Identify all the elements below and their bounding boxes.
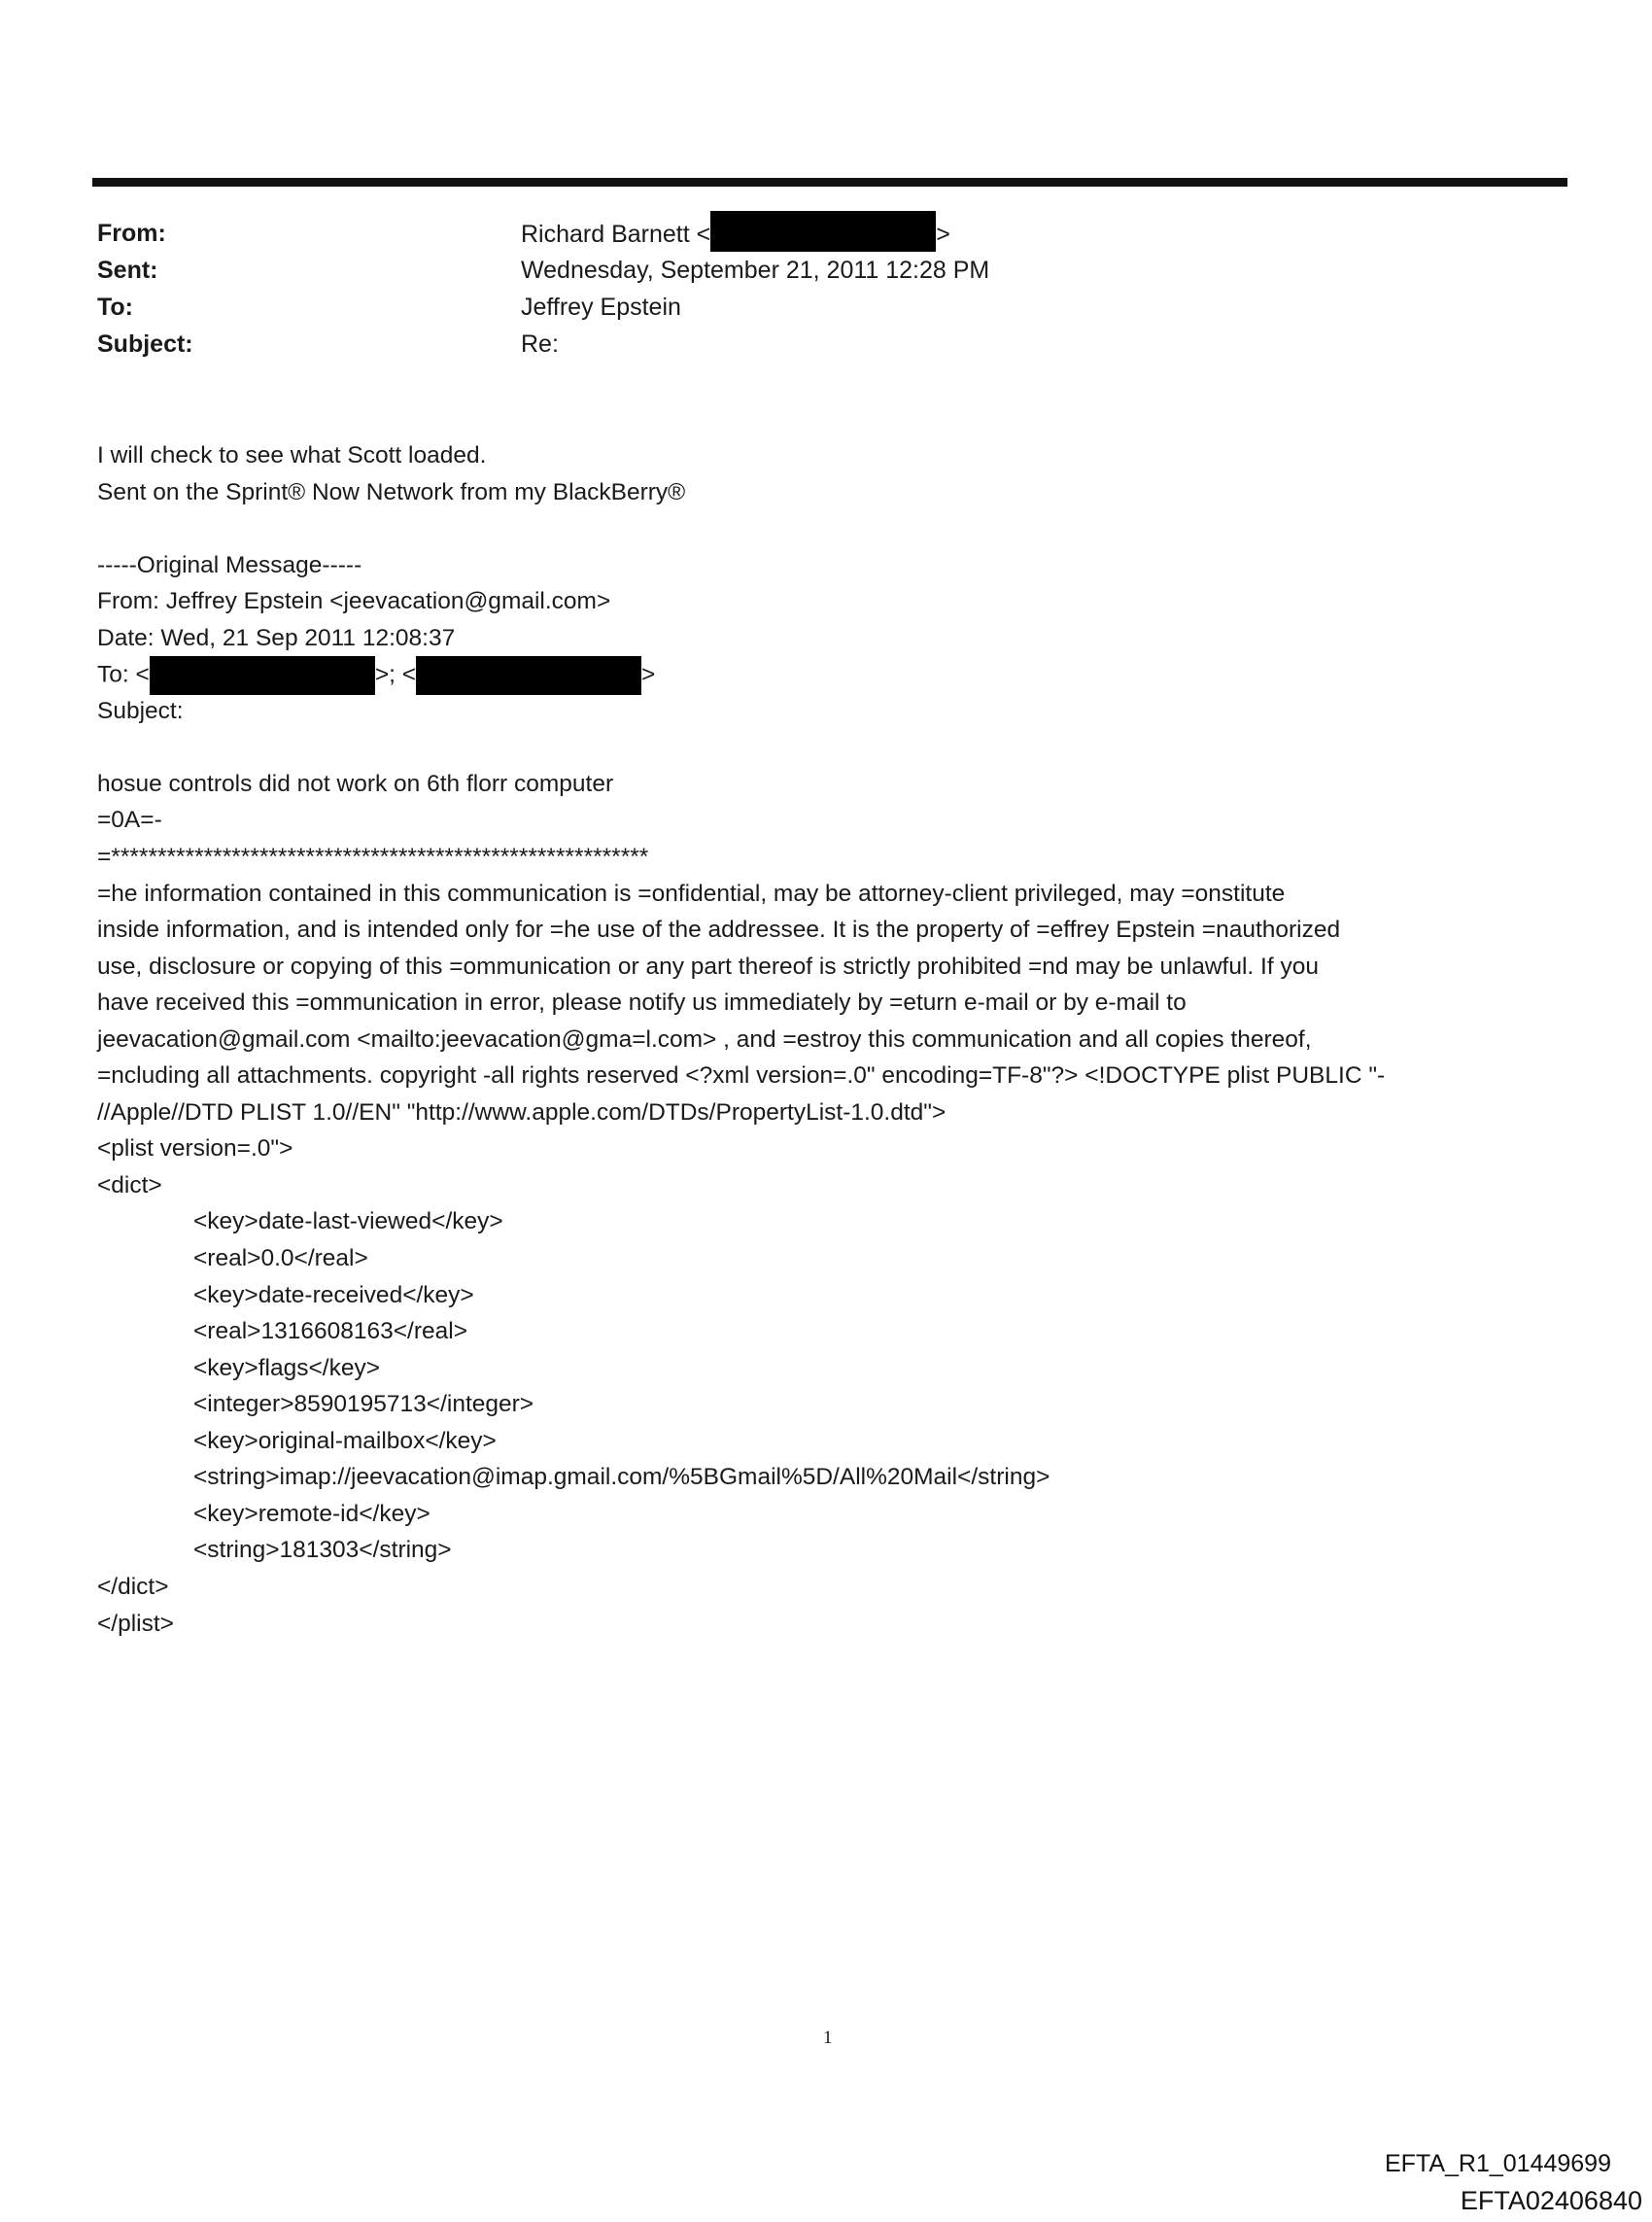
plist-line: <string>imap://jeevacation@imap.gmail.com/%5BGmail%5D/All%20Mail</string> [193, 1464, 1050, 1491]
sent-value: Wednesday, September 21, 2011 12:28 PM [521, 257, 990, 284]
to-value: Jeffrey Epstein [521, 294, 681, 321]
disclaimer-line: //Apple//DTD PLIST 1.0//EN" "http://www.apple.com/DTDs/PropertyList-1.0.dtd"> [97, 1098, 946, 1126]
bates-number-1: EFTA_R1_01449699 [1384, 2150, 1611, 2177]
reply-line: I will check to see what Scott loaded. [97, 442, 487, 469]
plist-line: </dict> [97, 1573, 169, 1600]
subject-value: Re: [521, 330, 559, 358]
to-prefix: To: < [97, 661, 150, 688]
plist-line: <key>date-received</key> [193, 1281, 474, 1308]
plist-line: <real>1316608163</real> [193, 1318, 468, 1345]
page-number: 1 [823, 2028, 833, 2048]
subject-label: Subject: [97, 330, 193, 358]
disclaimer-line: use, disclosure or copying of this =ommunication or any part thereof is strictly prohibited =nd may be unlawful. If you [97, 953, 1319, 980]
from-label: From: [97, 220, 166, 247]
disclaimer-line: =he information contained in this communication is =onfidential, may be attorney-client privileged, may =onstitute [97, 880, 1286, 907]
email-body [97, 437, 1385, 1642]
header-rule [92, 178, 1567, 187]
body-line: =0A=- [97, 807, 162, 834]
original-to [97, 656, 1385, 693]
redaction-box [416, 656, 641, 695]
from-bracket: > [936, 221, 950, 249]
plist-line: <plist version=.0"> [97, 1135, 293, 1163]
plist-line: <integer>8590195713</integer> [193, 1391, 534, 1418]
from-name: Richard Barnett < [521, 221, 711, 249]
body-line: hosue controls did not work on 6th florr computer [97, 770, 614, 797]
plist-line: <real>0.0</real> [193, 1245, 368, 1272]
disclaimer-line: =ncluding all attachments. copyright -all rights reserved <?xml version=.0" encoding=TF-8"?> <!DOCTYPE plist PUBLIC "- [97, 1062, 1386, 1090]
plist-line: <key>date-last-viewed</key> [193, 1208, 503, 1235]
redaction-box [150, 656, 375, 695]
plist-line: <dict> [97, 1171, 162, 1198]
body-line: =********************************************************** [97, 844, 649, 871]
plist-line: <key>original-mailbox</key> [193, 1427, 497, 1454]
disclaimer-line: jeevacation@gmail.com <mailto:jeevacation@gma=l.com> , and =estroy this communication and all copies thereof, [97, 1025, 1312, 1053]
bates-number-2: EFTA02406840 [1460, 2186, 1642, 2215]
original-date: Date: Wed, 21 Sep 2011 12:08:37 [97, 624, 456, 651]
signature-line: Sent on the Sprint® Now Network from my BlackBerry® [97, 478, 686, 505]
to-end: > [641, 661, 656, 688]
disclaimer-line: inside information, and is intended only for =he use of the addressee. It is the property of =effrey Epstein =nauthorized [97, 917, 1341, 944]
original-from: From: Jeffrey Epstein <jeevacation@gmail.com> [97, 588, 611, 615]
plist-line: <key>remote-id</key> [193, 1500, 430, 1527]
plist-line: <key>flags</key> [193, 1354, 381, 1381]
sent-label: Sent: [97, 257, 158, 284]
original-separator: -----Original Message----- [97, 551, 362, 578]
redaction-box [710, 211, 936, 252]
from-value [521, 220, 950, 252]
to-mid: >; < [374, 661, 417, 688]
original-subject: Subject: [97, 697, 184, 724]
plist-line: </plist> [97, 1610, 174, 1637]
disclaimer-line: have received this =ommunication in error, please notify us immediately by =eturn e-mail or by e-mail to [97, 989, 1187, 1017]
to-label: To: [97, 294, 134, 321]
plist-line: <string>181303</string> [193, 1537, 452, 1564]
